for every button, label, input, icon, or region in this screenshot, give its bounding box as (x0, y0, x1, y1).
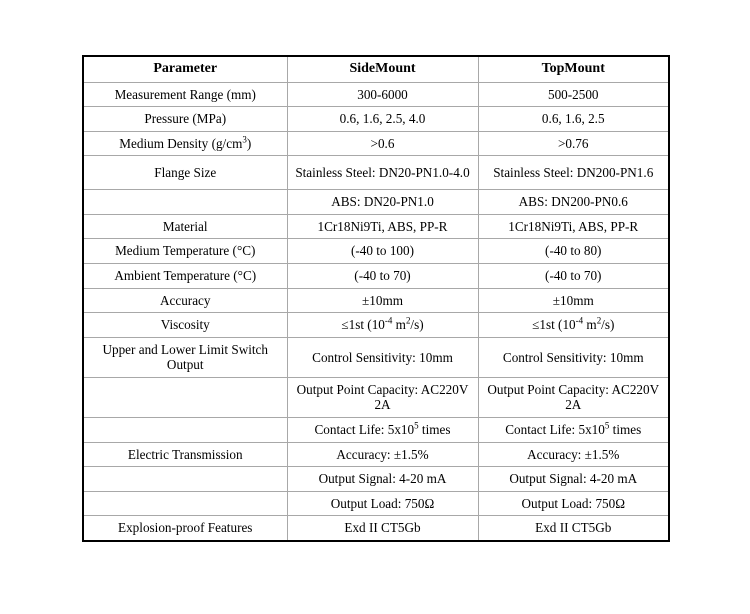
column-header-topmount: TopMount (478, 56, 669, 82)
cell-topmount: (-40 to 80) (478, 239, 669, 264)
cell-topmount: >0.76 (478, 131, 669, 156)
cell-topmount: (-40 to 70) (478, 263, 669, 288)
cell-parameter: Measurement Range (mm) (83, 82, 287, 107)
specification-table-container (82, 55, 668, 542)
table-row (83, 337, 669, 377)
cell-parameter: Explosion-proof Features (83, 516, 287, 541)
table-header (83, 56, 669, 82)
cell-sidemount: 0.6, 1.6, 2.5, 4.0 (287, 107, 478, 132)
cell-parameter: Viscosity (83, 313, 287, 338)
table-row (83, 82, 669, 107)
table-row (83, 214, 669, 239)
table-row (83, 516, 669, 541)
column-header-parameter: Parameter (83, 56, 287, 82)
cell-sidemount: ABS: DN20-PN1.0 (287, 190, 478, 215)
table-body (83, 82, 669, 541)
cell-topmount: Accuracy: ±1.5% (478, 442, 669, 467)
cell-sidemount: Output Load: 750Ω (287, 491, 478, 516)
cell-sidemount: Exd II CT5Gb (287, 516, 478, 541)
table-row (83, 491, 669, 516)
cell-topmount: Stainless Steel: DN200-PN1.6 (478, 156, 669, 190)
cell-sidemount: Output Point Capacity: AC220V 2A (287, 377, 478, 417)
cell-topmount: Output Point Capacity: AC220V 2A (478, 377, 669, 417)
cell-parameter: Material (83, 214, 287, 239)
cell-topmount: Output Signal: 4-20 mA (478, 467, 669, 492)
column-header-sidemount: SideMount (287, 56, 478, 82)
cell-sidemount: 300-6000 (287, 82, 478, 107)
table-row (83, 418, 669, 443)
cell-topmount: ABS: DN200-PN0.6 (478, 190, 669, 215)
cell-parameter: Accuracy (83, 288, 287, 313)
cell-topmount: Output Load: 750Ω (478, 491, 669, 516)
cell-sidemount: >0.6 (287, 131, 478, 156)
cell-sidemount: ±10mm (287, 288, 478, 313)
cell-topmount: ≤1st ($10^{-4}$ $m^2/s$) (478, 313, 669, 338)
cell-sidemount: Stainless Steel: DN20-PN1.0-4.0 (287, 156, 478, 190)
cell-parameter-empty (83, 377, 287, 417)
table-row (83, 107, 669, 132)
cell-parameter-empty (83, 190, 287, 215)
table-row (83, 467, 669, 492)
cell-topmount: ±10mm (478, 288, 669, 313)
table-row (83, 288, 669, 313)
cell-parameter: Ambient Temperature (°C) (83, 263, 287, 288)
cell-topmount: 500-2500 (478, 82, 669, 107)
cell-topmount: Exd II CT5Gb (478, 516, 669, 541)
cell-sidemount: Control Sensitivity: 10mm (287, 337, 478, 377)
cell-parameter: Electric Transmission (83, 442, 287, 467)
table-row (83, 313, 669, 338)
table-row (83, 190, 669, 215)
table-row (83, 442, 669, 467)
cell-sidemount: (-40 to 100) (287, 239, 478, 264)
cell-sidemount: (-40 to 70) (287, 263, 478, 288)
cell-parameter: Pressure (MPa) (83, 107, 287, 132)
table-row (83, 377, 669, 417)
cell-parameter: Medium Density $(g/cm^3)$ (83, 131, 287, 156)
table-row (83, 239, 669, 264)
table-row (83, 156, 669, 190)
cell-parameter: Flange Size (83, 156, 287, 190)
cell-sidemount: Contact Life: $5x10^5$ times (287, 418, 478, 443)
cell-topmount: Control Sensitivity: 10mm (478, 337, 669, 377)
cell-sidemount: 1Cr18Ni9Ti, ABS, PP-R (287, 214, 478, 239)
cell-sidemount: Accuracy: ±1.5% (287, 442, 478, 467)
table-row (83, 131, 669, 156)
cell-topmount: 0.6, 1.6, 2.5 (478, 107, 669, 132)
cell-topmount: Contact Life: $5x10^5$ times (478, 418, 669, 443)
table-row (83, 263, 669, 288)
cell-sidemount: Output Signal: 4-20 mA (287, 467, 478, 492)
specification-table (82, 55, 670, 542)
cell-parameter: Medium Temperature (°C) (83, 239, 287, 264)
cell-parameter-empty (83, 467, 287, 492)
cell-topmount: 1Cr18Ni9Ti, ABS, PP-R (478, 214, 669, 239)
cell-parameter-empty (83, 418, 287, 443)
cell-parameter: Upper and Lower Limit Switch Output (83, 337, 287, 377)
cell-parameter-empty (83, 491, 287, 516)
cell-sidemount: ≤1st ($10^{-4}$ $m^2/s$) (287, 313, 478, 338)
table-header-row (83, 56, 669, 82)
